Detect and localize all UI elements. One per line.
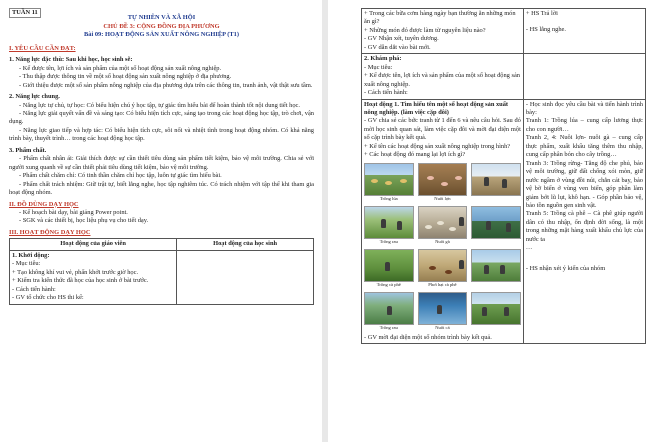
table-row: Tranh 2, 4: Nuôi lợn- nuôi gà – cung cấp thực phẩm, xuất khẩu tăng thêm thu nhập, cung cấp phân bón cho cây trồng… xyxy=(525,134,643,159)
table-cell-teacher xyxy=(362,99,524,344)
table-row: + Những món đó được làm từ nguyên liệu nào? xyxy=(364,26,486,34)
table-row: - Mục tiêu: xyxy=(364,63,393,71)
sec1-line: - Phẩm chất trách nhiệm: Giữ trật tự, biết lắng nghe, học tập nghiêm túc. Có trách nhiệm với tập thể khi tham gia hoạt động nhóm. xyxy=(9,180,314,197)
table-row: 1. Khởi động: xyxy=(12,251,50,259)
image-caption: Trồng lúa xyxy=(379,195,398,201)
spacer xyxy=(526,253,643,265)
table-row: 2. Khám phá: xyxy=(364,55,402,63)
image-tile xyxy=(364,249,414,289)
sec1-line: - Phẩm chất chăm chỉ: Có tinh thần chăm chỉ học tập, luôn tự giác tìm hiểu bài. xyxy=(19,172,222,180)
table-row: + Kể được tên, lợi ích và sản phẩm của một số hoạt động sản xuất nông nghiệp. xyxy=(364,72,520,88)
table-cell-teacher xyxy=(10,250,177,304)
table-head-student: Hoạt động của học sinh xyxy=(177,239,314,250)
activity1-title: Hoạt động 1. Tìm hiểu tên một số hoạt động sản xuất nông nghiệp. (làm việc cặp đôi) xyxy=(364,100,509,116)
drying-coffee-image xyxy=(418,249,468,282)
table-cell-teacher xyxy=(362,9,524,54)
table-head-teacher: Hoạt động của giáo viên xyxy=(10,239,177,250)
sec2-line: - SGK và các thiết bị, học liệu phụ vụ cho tiết dạy. xyxy=(19,217,149,225)
sec1-line: - Năng lực tự chủ, tự học: Có biểu hiện chú ý học tập, tự giác tìm hiểu bài để hoàn thành tốt nội dung tiết học. xyxy=(19,101,300,109)
table-row: - GV tổ chức cho HS thi kể: xyxy=(12,294,84,302)
sec1-sub3: 3. Phẩm chất. xyxy=(9,146,47,154)
table-row: - Cách tiến hành: xyxy=(12,285,56,293)
table-row: + Trong các bữa cơm hàng ngày bạn thường ăn những món ăn gì? xyxy=(364,10,516,26)
table-cell-student xyxy=(523,99,645,344)
image-tile xyxy=(418,292,468,332)
table-cell-student xyxy=(523,54,645,99)
image-tile xyxy=(364,292,414,332)
fish-farm-image xyxy=(418,292,468,325)
image-caption: Phơi hạt cà phê xyxy=(428,281,457,287)
image-caption: Trồng rau xyxy=(379,324,398,330)
table-row: - GV mời đại diện một số nhóm trình bày kết quả. xyxy=(364,333,492,341)
table-cell-teacher xyxy=(362,54,524,99)
planting-image xyxy=(471,163,521,196)
sec1-line: - Năng lực giải quyết vấn đề và sáng tạo: Có biểu hiện tích cực, sáng tạo trong các hoạt động học tập, trò chơi, vận dụng. xyxy=(9,109,314,126)
activity-table xyxy=(9,238,314,304)
topic-title: CHỦ ĐỀ 3: CỘNG ĐỒNG ĐỊA PHƯƠNG xyxy=(103,22,220,30)
right-page xyxy=(328,0,650,442)
sec1-title: I. YÊU CẦU CẦN ĐẠT: xyxy=(9,44,76,52)
table-row: - Cách tiến hành: xyxy=(364,89,408,97)
table-row: - Học sinh đọc yêu cầu bài và tiến hành trình bày: xyxy=(525,100,643,116)
vegetable-rows-image xyxy=(364,292,414,325)
image-tile xyxy=(364,206,414,246)
image-caption: Nuôi gà xyxy=(435,238,450,244)
table-row: + HS Trả lời xyxy=(525,10,558,17)
table-row: Tranh 1: Trồng lúa – cung cấp lương thực cho con người… xyxy=(525,117,643,133)
table-row: Tranh 5: Trồng cà phê – Cà phê giúp người dân có thu nhập, ổn định đời sống, là một trong những mặt hàng xuất khẩu chủ lực của nước ta xyxy=(525,210,643,243)
table-row: - GV chia sẻ các bức tranh từ 1 đến 6 và nêu câu hỏi. Sau đó mời học sinh quan sát, làm việc cặp đôi và mời đại diện một số cặp trình bày kết quả. xyxy=(364,117,521,142)
table-row: … xyxy=(525,244,533,252)
table-row: Tranh 3: Trồng rừng- Tăng độ che phủ, bảo vệ môi trường, giữ đất chống xói mòn, giữ nước ngầm ở vùng đồi núi, chắn cát bay, bảo vệ bờ biển ở vùng ven biển, góp phần làm giảm bớt lũ lụt, khô hạn. - Góp phần bảo vệ, bảo tồn nguồn gen sinh vật. xyxy=(525,159,643,209)
sec1-line: - Năng lực giao tiếp và hợp tác: Có biểu hiện tích cực, sôi nổi và nhiệt tình trong hoạt động nhóm. Có khả năng trình bày, thuyết trình… trong các hoạt động học tập. xyxy=(9,126,314,143)
table-row: + Kể tên các hoạt động sản xuất nông nghiệp trong hình? xyxy=(364,142,511,150)
table-row: - HS nhận xét ý kiến của nhóm xyxy=(525,264,606,272)
image-caption: Nuôi lợn xyxy=(434,195,451,201)
chicken-farm-image xyxy=(418,206,468,239)
table-row: - GV dẫn dắt vào bài mới. xyxy=(364,43,431,51)
image-caption: Nuôi cá xyxy=(435,324,450,330)
sec2-title: II. ĐỒ DÙNG DẠY HỌC xyxy=(9,200,79,208)
sec3-title: III. HOẠT ĐỘNG DẠY HỌC xyxy=(9,228,91,236)
sec2-line: - Kế hoạch bài dạy, bài giảng Power point. xyxy=(19,208,128,216)
vegetable-garden-image xyxy=(364,206,414,239)
rice-field-image xyxy=(364,163,414,196)
image-tile xyxy=(471,163,521,203)
table-row: - HS lắng nghe. xyxy=(525,26,566,34)
image-tile xyxy=(471,206,521,246)
table-row: + Các hoạt động đó mang lại lợi ích gì? xyxy=(364,151,466,159)
sec1-sub2: 2. Năng lực chung. xyxy=(9,93,60,101)
sec1-line: - Thu thập được thông tin về một số hoạt động sản xuất nông nghiệp ở địa phương. xyxy=(19,73,232,81)
subject-title: TỰ NHIÊN VÀ XÃ HỘI xyxy=(127,14,196,22)
spacer xyxy=(526,18,643,26)
sec1-line: - Giới thiệu được một số sản phẩm nông nghiệp của địa phương dựa trên các thông tin, tranh ảnh, vật thật sưu tầm. xyxy=(19,81,313,89)
lesson-title: Bài 09: HOẠT ĐỘNG SẢN XUẤT NÔNG NGHIỆP (T1) xyxy=(84,31,239,39)
table-cell-student xyxy=(177,250,314,304)
field-work-image xyxy=(471,249,521,282)
orchard-image xyxy=(471,292,521,325)
image-tile xyxy=(418,249,468,289)
image-caption: Trồng cà phê xyxy=(376,281,401,287)
table-row: + Tạo không khí vui vẻ, phấn khởi trước giờ học. xyxy=(12,268,139,276)
coffee-plant-image xyxy=(364,249,414,282)
image-tile xyxy=(364,163,414,203)
harvest-image xyxy=(471,206,521,239)
week-tag: TUẦN 11 xyxy=(9,8,41,18)
farming-images xyxy=(364,163,521,332)
image-tile xyxy=(471,249,521,289)
image-tile xyxy=(418,163,468,203)
table-cell-student xyxy=(523,9,645,54)
table-row: + Kiểm tra kiến thức đã học của học sinh ở bài trước. xyxy=(12,277,149,285)
table-row: - Mục tiêu: xyxy=(12,260,41,268)
table-row: - GV Nhận xét, tuyên dương. xyxy=(364,35,439,43)
sec1-sub1: 1. Năng lực đặc thù: Sau khi học, học sinh sẽ: xyxy=(9,56,133,64)
image-tile xyxy=(418,206,468,246)
pig-farm-image xyxy=(418,163,468,196)
sec1-line: - Phẩm chất nhân ái: Giải thích được sự cần thiết tiêu dùng sản phẩm tiết kiệm, bảo vệ môi trường. Chia sẻ với người xung quanh về sự cần thiết phải tiêu dùng tiết kiệm, bảo vệ môi trường. xyxy=(9,155,314,171)
sec1-line: - Kể được tên, lợi ích và sản phẩm của một số hoạt động sản xuất nông nghiệp. xyxy=(19,64,222,72)
left-page xyxy=(0,0,322,442)
image-caption: Trồng rau xyxy=(379,238,398,244)
activity-table-continued xyxy=(361,8,646,344)
image-tile xyxy=(471,292,521,332)
